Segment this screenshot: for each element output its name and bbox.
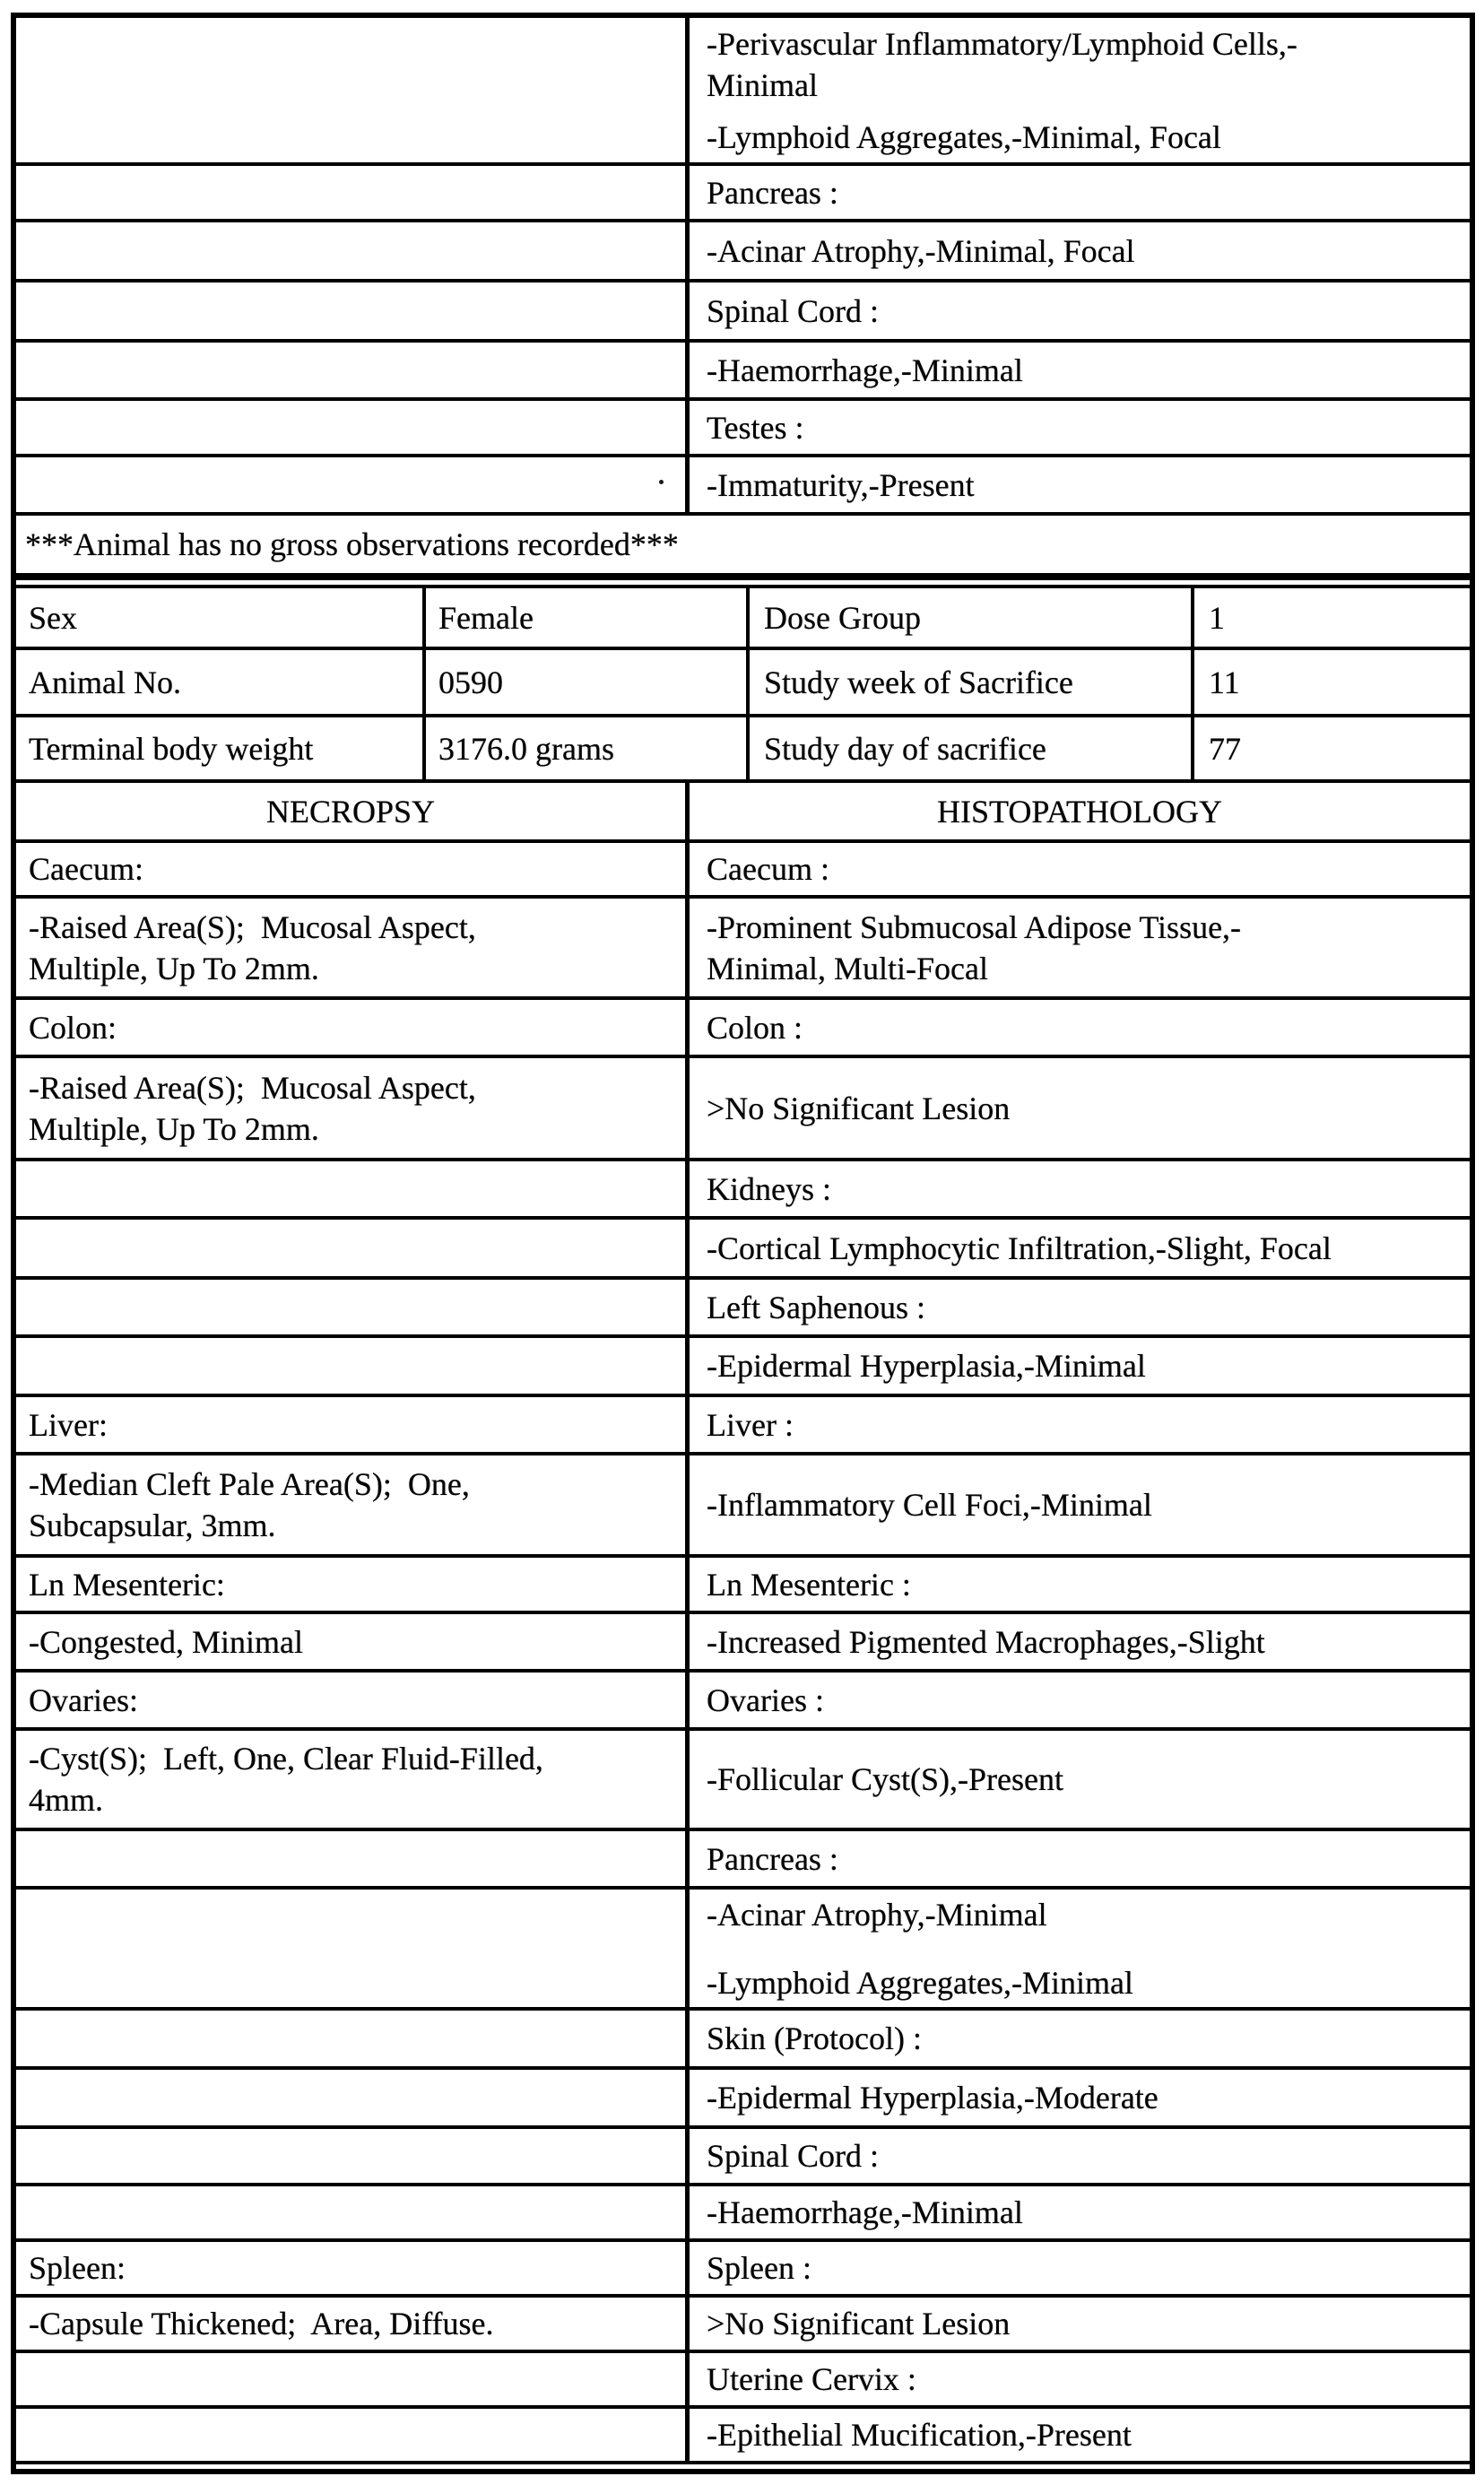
info-value: 11 [1209, 664, 1240, 700]
histopathology-cell [690, 1280, 1470, 1334]
table-row [16, 2070, 1470, 2129]
table-row [16, 2242, 1470, 2298]
histopathology-cell [690, 2070, 1470, 2125]
table-row [16, 222, 1470, 282]
histopathology-cell [690, 401, 1470, 454]
finding-text: -Acinar Atrophy,-Minimal [707, 1896, 1047, 1933]
table-row [16, 1558, 1470, 1614]
table-row [16, 2409, 1470, 2464]
gross-observations-banner [16, 516, 1470, 577]
finding-text: >No Significant Lesion [707, 1090, 1011, 1126]
histopathology-cell [690, 1614, 1470, 1669]
table-row [16, 18, 1470, 166]
info-value: 3176.0 grams [438, 730, 614, 767]
table-row [16, 2298, 1470, 2353]
info-label-cell [16, 588, 426, 647]
info-value-cell [426, 717, 750, 779]
finding-text: -Cyst(S); Left, One, Clear Fluid-Filled, 4mm. [29, 1741, 543, 1818]
histopathology-cell [690, 2409, 1470, 2461]
table-row [16, 1831, 1470, 1890]
necropsy-cell [16, 282, 690, 339]
organ-heading: Spinal Cord : [707, 2138, 880, 2174]
finding-text: >No Significant Lesion [707, 2306, 1011, 2342]
organ-heading: Spleen: [29, 2250, 126, 2286]
table-row [16, 1614, 1470, 1673]
finding-text: -Cortical Lymphocytic Infiltration,-Slight, Focal [707, 1229, 1332, 1266]
histopathology-cell [690, 2242, 1470, 2294]
info-label-cell [16, 650, 426, 714]
info-label-cell [750, 717, 1194, 779]
organ-heading: Ovaries : [707, 1681, 824, 1718]
info-value: Female [438, 599, 534, 636]
info-value-cell [1194, 588, 1470, 647]
histopathology-cell [690, 1000, 1470, 1055]
finding-text: -Raised Area(S); Mucosal Aspect, Multiple, Up To 2mm. [29, 908, 476, 986]
necropsy-cell [16, 2186, 690, 2238]
necropsy-cell [16, 1000, 690, 1055]
table-row [16, 2129, 1470, 2186]
organ-heading: Kidneys : [707, 1170, 831, 1207]
finding-text: -Follicular Cyst(S),-Present [707, 1761, 1063, 1797]
organ-heading: Skin (Protocol) : [707, 2020, 922, 2056]
necropsy-cell [16, 1058, 690, 1158]
table-row [16, 717, 1470, 783]
necropsy-header: NECROPSY [265, 793, 436, 830]
histopathology-cell [690, 282, 1470, 339]
histopathology-cell [690, 1455, 1470, 1554]
finding-text: -Epidermal Hyperplasia,-Minimal [707, 1348, 1146, 1384]
info-value-cell [1194, 650, 1470, 714]
organ-heading: Testes : [707, 409, 804, 446]
organ-heading: Ln Mesenteric : [707, 1566, 911, 1603]
histopathology-cell [690, 1058, 1470, 1158]
table-row [16, 843, 1470, 899]
histopathology-cell [690, 1673, 1470, 1727]
organ-heading: Spinal Cord : [707, 292, 880, 329]
organ-heading: Pancreas : [707, 1840, 838, 1877]
necropsy-cell [16, 843, 690, 895]
finding-text: -Acinar Atrophy,-Minimal, Focal [707, 232, 1135, 269]
table-row [16, 1220, 1470, 1280]
finding-text: -Lymphoid Aggregates,-Minimal [707, 1964, 1133, 2001]
organ-heading: Colon : [707, 1009, 803, 1046]
table-row [16, 282, 1470, 343]
necropsy-cell [16, 2011, 690, 2066]
info-value-cell [426, 588, 750, 647]
info-label: Study week of Sacrifice [764, 664, 1073, 700]
histopathology-cell [690, 1890, 1470, 2007]
finding-text: -Epithelial Mucification,-Present [707, 2417, 1132, 2453]
organ-heading: Caecum: [29, 851, 143, 887]
finding-text: -Capsule Thickened; Area, Diffuse. [29, 2306, 494, 2342]
histopathology-cell [690, 2186, 1470, 2238]
histopathology-cell [690, 457, 1470, 512]
histopathology-header: HISTOPATHOLOGY [936, 793, 1223, 830]
necropsy-cell [16, 1831, 690, 1886]
banner-text: ***Animal has no gross observations recorded*** [25, 526, 679, 562]
finding-text: -Lymphoid Aggregates,-Minimal, Focal [707, 118, 1221, 155]
finding-text: -Epidermal Hyperplasia,-Moderate [707, 2080, 1159, 2116]
organ-heading: Spleen : [707, 2250, 811, 2286]
histopathology-cell [690, 1338, 1470, 1394]
necropsy-cell [16, 2129, 690, 2183]
info-label-cell [750, 588, 1194, 647]
info-label-cell [750, 650, 1194, 714]
finding-text: -Congested, Minimal [29, 1623, 303, 1660]
table-row [16, 1000, 1470, 1058]
histopathology-cell [690, 843, 1470, 895]
organ-heading: Ln Mesenteric: [29, 1566, 225, 1603]
necropsy-cell [16, 1280, 690, 1334]
necropsy-cell [16, 2409, 690, 2461]
info-value: 1 [1209, 599, 1225, 636]
necropsy-cell [16, 1455, 690, 1554]
histopathology-cell [690, 1397, 1470, 1452]
table-row [16, 2353, 1470, 2409]
necropsy-cell [16, 18, 690, 162]
table-row [16, 650, 1470, 717]
histopathology-cell [690, 2011, 1470, 2066]
table-row [16, 343, 1470, 401]
necropsy-cell [16, 1614, 690, 1669]
organ-heading: Uterine Cervix : [707, 2361, 916, 2397]
finding-text: -Immaturity,-Present [707, 466, 975, 503]
info-value: 77 [1209, 730, 1241, 767]
info-label: Terminal body weight [29, 730, 314, 767]
organ-heading: Ovaries: [29, 1681, 138, 1718]
table-row [16, 1280, 1470, 1338]
table-row [16, 2011, 1470, 2070]
info-value-cell [426, 650, 750, 714]
necropsy-cell [16, 166, 690, 219]
finding-text: -Perivascular Inflammatory/Lymphoid Cells,- Minimal [707, 25, 1297, 103]
necropsy-cell [16, 1890, 690, 2007]
necropsy-cell [16, 1161, 690, 1216]
finding-text: -Prominent Submucosal Adipose Tissue,- Minimal, Multi-Focal [707, 908, 1242, 986]
info-label-cell [16, 717, 426, 779]
histopathology-cell [690, 222, 1470, 279]
necropsy-cell [16, 1673, 690, 1727]
necropsy-cell [16, 2298, 690, 2350]
table-row [16, 1058, 1470, 1161]
necropsy-cell [16, 1338, 690, 1394]
table-row [16, 1890, 1470, 2011]
necropsy-cell [16, 1731, 690, 1828]
finding-text: -Haemorrhage,-Minimal [707, 352, 1023, 388]
necropsy-cell [16, 1220, 690, 1276]
table-row [16, 1673, 1470, 1731]
histopathology-cell [690, 2353, 1470, 2405]
table-row [16, 1338, 1470, 1397]
necropsy-cell [16, 2070, 690, 2125]
histopathology-cell [690, 166, 1470, 219]
necropsy-cell [16, 1558, 690, 1611]
histopathology-cell [690, 18, 1470, 162]
table-row [16, 1731, 1470, 1831]
histopathology-cell [690, 2298, 1470, 2350]
histopathology-cell [690, 343, 1470, 397]
finding-text: -Increased Pigmented Macrophages,-Slight [707, 1623, 1265, 1660]
column-header-row [16, 783, 1470, 843]
info-label: Animal No. [29, 664, 181, 700]
bottom-rule-gap [16, 2464, 1470, 2469]
table-row [16, 166, 1470, 222]
finding-text: -Haemorrhage,-Minimal [707, 2194, 1023, 2230]
necropsy-cell [16, 1397, 690, 1452]
histopathology-cell [690, 899, 1470, 996]
organ-heading: Colon: [29, 1009, 117, 1046]
scan-speckle [659, 480, 664, 484]
organ-heading: Caecum : [707, 851, 829, 887]
histopathology-cell [690, 1731, 1470, 1828]
necropsy-cell [16, 457, 690, 512]
table-row [16, 457, 1470, 516]
necropsy-cell [16, 2242, 690, 2294]
info-label: Dose Group [764, 599, 921, 636]
table-row [16, 2186, 1470, 2242]
necropsy-cell [16, 2353, 690, 2405]
histopathology-cell [690, 1161, 1470, 1216]
table-row [16, 899, 1470, 1000]
info-label: Study day of sacrifice [764, 730, 1046, 767]
finding-text: -Median Cleft Pale Area(S); One, Subcapsular, 3mm. [29, 1466, 470, 1543]
finding-text: -Inflammatory Cell Foci,-Minimal [707, 1487, 1152, 1523]
organ-heading: Pancreas : [707, 174, 838, 211]
histopathology-cell [690, 2129, 1470, 2183]
histopathology-header-cell [690, 783, 1470, 839]
necropsy-cell [16, 899, 690, 996]
organ-heading: Left Saphenous : [707, 1289, 925, 1325]
organ-heading: Liver : [707, 1406, 794, 1443]
histopathology-cell [690, 1558, 1470, 1611]
pathology-table [11, 13, 1475, 2474]
info-value: 0590 [438, 664, 503, 700]
finding-text: -Raised Area(S); Mucosal Aspect, Multiple, Up To 2mm. [29, 1069, 476, 1147]
info-value-cell [1194, 717, 1470, 779]
necropsy-cell [16, 222, 690, 279]
table-row [16, 1397, 1470, 1455]
table-row [16, 1455, 1470, 1558]
table-row [16, 588, 1470, 650]
histopathology-cell [690, 1220, 1470, 1276]
histopathology-cell [690, 1831, 1470, 1886]
necropsy-cell [16, 343, 690, 397]
info-label: Sex [29, 599, 77, 636]
necropsy-cell [16, 401, 690, 454]
table-row [16, 1161, 1470, 1220]
table-row [16, 401, 1470, 457]
section-divider [16, 577, 1470, 588]
necropsy-header-cell [16, 783, 690, 839]
organ-heading: Liver: [29, 1406, 108, 1443]
